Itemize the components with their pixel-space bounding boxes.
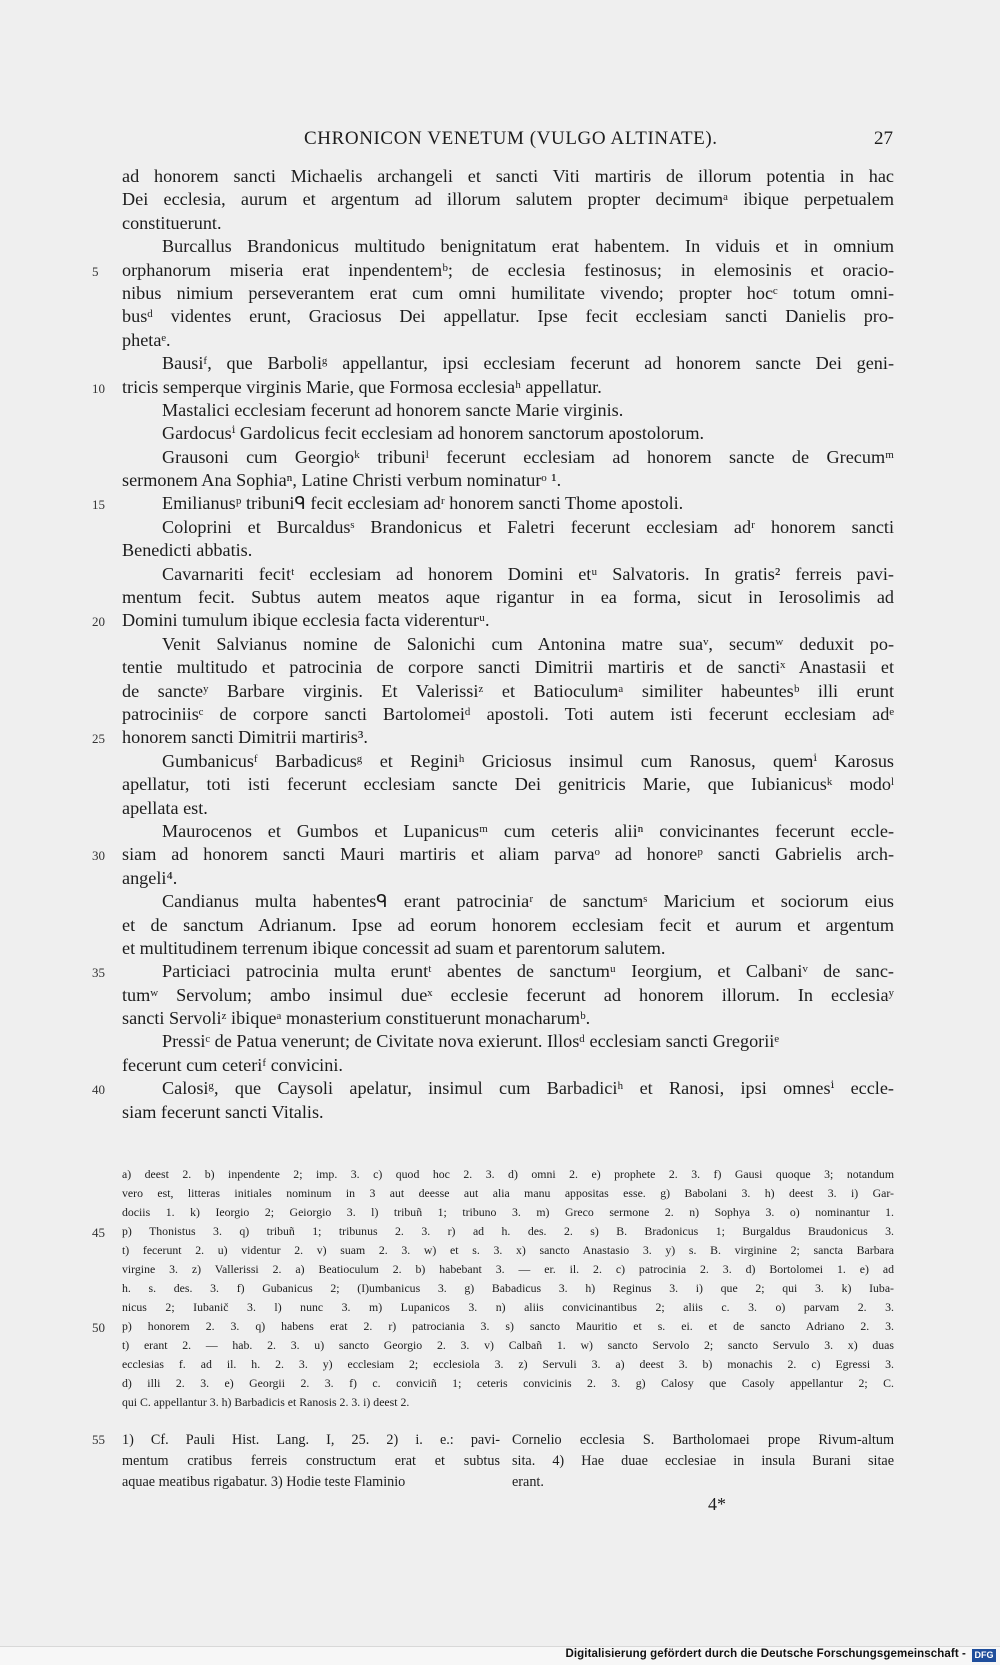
apparatus-line [122, 1241, 894, 1260]
line-text: Benedicti abbatis. [122, 540, 253, 561]
line-text: Calosiᵍ, que Caysoli apelatur, insimul cum Barbadiciʰ et Ranosi, ipsi omnesⁱ eccle- [162, 1078, 894, 1099]
apparatus-text: d) illi 2. 3. e) Georgii 2. 3. f) c. conviciñ 1; ceteris convicinis 2. 3. g) Calosy que Casoly appellantur 2; C. [122, 1376, 894, 1390]
text-line [122, 1007, 894, 1030]
note-line: 1) Cf. Pauli Hist. Lang. I, 25. 2) i. e.: pavi- [122, 1432, 500, 1448]
text-line [122, 680, 894, 703]
text-line [122, 773, 894, 796]
text-line [122, 937, 894, 960]
line-number: 20 [92, 614, 105, 630]
critical-apparatus [92, 1165, 894, 1412]
line-text: apellatur, toti isti fecerunt ecclesiam sancte Dei genitricis Marie, que Iubianicusᵏ modoˡ [122, 774, 894, 795]
text-line [122, 469, 894, 492]
apparatus-line [122, 1298, 894, 1317]
line-text: de sancteʸ Barbare virginis. Et Valerissiᶻ et Batioculumᵃ similiter habeuntesᵇ illi erunt [122, 680, 894, 701]
explanatory-notes [92, 1430, 894, 1510]
line-text: Gardocusⁱ Gardolicus fecit ecclesiam ad honorem sanctorum apostolorum. [162, 423, 705, 444]
text-line [122, 212, 894, 235]
text-line [122, 656, 894, 679]
text-line [122, 188, 894, 211]
text-line [122, 446, 894, 469]
main-text [92, 165, 894, 1124]
text-line [122, 867, 894, 890]
text-line [122, 890, 894, 913]
text-line [122, 282, 894, 305]
text-line [122, 399, 894, 422]
text-line [122, 165, 894, 188]
page-number: 27 [874, 128, 893, 149]
line-text: ad honorem sancti Michaelis archangeli et sancti Viti martiris de illorum potentia in hac [122, 166, 894, 186]
apparatus-line [122, 1184, 894, 1203]
line-text: tumʷ Servolum; ambo insimul dueˣ ecclesie fecerunt ad honorem illorum. In ecclesiaʸ [122, 984, 894, 1005]
line-text: Candianus multa habentesᑫ erant patrociniaʳ de sanctumˢ Maricium et sociorum eius [162, 891, 894, 912]
apparatus-text: virgine 3. z) Vallerissi 2. a) Beatioculum 2. b) habebant 3. — er. il. 2. c) patrocinia 2. 3. d) Bortolomei 1. e) ad [122, 1262, 894, 1276]
line-text: orphanorum miseria erat inpendentemᵇ; de ecclesia festinosus; in elemosinis et oracio- [122, 259, 894, 280]
apparatus-text: nicus 2; Iubanič 3. l) nunc 3. m) Lupanicos 3. n) aliis convicinantibus 2; aliis c. 3. o) parvam 2. 3. [122, 1300, 894, 1314]
note-line: aquae meatibus rigabatur. 3) Hodie teste Flaminio [122, 1474, 406, 1490]
line-text: Burcallus Brandonicus multitudo benignitatum erat habentem. In viduis et in omnium [162, 236, 894, 257]
text-line [122, 750, 894, 773]
text-line [122, 586, 894, 609]
line-text: apellata est. [122, 797, 208, 818]
line-text: nibus nimium perseverantem erat cum omni humilitate vivendo; propter hocᶜ totum omni- [122, 282, 894, 303]
apparatus-line [122, 1260, 894, 1279]
apparatus-line [122, 1279, 894, 1298]
text-line [122, 329, 894, 352]
line-text: angeli⁴. [122, 867, 178, 888]
line-text: Mastalici ecclesiam fecerunt ad honorem sancte Marie virginis. [162, 399, 624, 420]
apparatus-text: vero est, litteras initiales nominum in 3 aut deesse aut alia manu appositas esse. g) Babolani 3. h) deest 3. i) Gar- [122, 1186, 894, 1200]
line-number: 15 [92, 497, 105, 513]
line-text: Coloprini et Burcaldusˢ Brandonicus et Faletri fecerunt ecclesiam adʳ honorem sancti [162, 516, 894, 537]
line-text: Particiaci patrocinia multa eruntᵗ abentes de sanctumᵘ Ieorgium, et Calbaniᵛ de sanc- [162, 961, 894, 982]
dfg-logo-icon: DFG [972, 1649, 996, 1662]
line-text: fecerunt cum ceteriᶠ convicini. [122, 1054, 343, 1075]
text-line [122, 352, 894, 375]
line-text: constituerunt. [122, 212, 222, 233]
text-line [92, 843, 894, 866]
text-line [92, 376, 894, 399]
signature-mark: 4* [708, 1494, 726, 1514]
line-text: tricis semperque virginis Marie, que Formosa ecclesiaʰ appellatur. [122, 376, 602, 397]
line-number: 35 [92, 965, 105, 981]
line-text: Grausoni cum Georgioᵏ tribuniˡ fecerunt ecclesiam ad honorem sancte de Grecumᵐ [162, 446, 894, 467]
line-text: Pressiᶜ de Patua venerunt; de Civitate nova exierunt. Illosᵈ ecclesiam sancti Gregoriiᵉ [162, 1031, 779, 1052]
line-text: et multitudinem terrenum ibique concessit ad suam et parentorum salutem. [122, 937, 666, 958]
apparatus-line [92, 1222, 894, 1241]
line-text: honorem sancti Dimitrii martiris³. [122, 727, 368, 748]
text-line [92, 1077, 894, 1100]
apparatus-text: dociis 1. k) Ieorgio 2; Geiorgio 3. l) tribuñ 1; tribuno 3. m) Greco sermone 2. n) Sophya 3. o) nominantur 1. [122, 1205, 894, 1219]
text-line [122, 1030, 894, 1053]
line-number: 45 [92, 1225, 105, 1240]
line-text: mentum fecit. Subtus autem meatos aque rigantur in ea forma, sicut in Ierosolimis ad [122, 587, 894, 608]
apparatus-line [122, 1165, 894, 1184]
note-line: sita. 4) Hae duae ecclesiae in insula Burani sitae [512, 1453, 894, 1469]
line-number: 40 [92, 1082, 105, 1098]
apparatus-line [122, 1203, 894, 1222]
note-line: mentum cratibus ferreis constructum erat et subtus [122, 1453, 500, 1469]
line-text: Venit Salvianus nomine de Salonichi cum Antonina matre suaᵛ, secumʷ deduxit po- [162, 633, 894, 654]
text-line [122, 305, 894, 328]
line-number: 50 [92, 1320, 105, 1335]
line-text: patrociniisᶜ de corpore sancti Bartolomeiᵈ apostoli. Toti autem isti fecerunt ecclesiam adᵉ [122, 703, 894, 724]
text-line [92, 492, 894, 515]
notes-left-column [122, 1430, 500, 1493]
line-number: 25 [92, 731, 105, 747]
text-line [92, 960, 894, 983]
line-text: Dei ecclesia, aurum et argentum ad illorum salutem propter decimumᵃ ibique perpetualem [122, 189, 894, 210]
text-line [122, 563, 894, 586]
notes-right-column [512, 1430, 894, 1493]
text-line [122, 820, 894, 843]
line-text: phetaᵉ. [122, 329, 171, 350]
apparatus-line [122, 1336, 894, 1355]
running-title: CHRONICON VENETUM (VULGO ALTINATE). [304, 128, 718, 149]
line-number: 10 [92, 380, 105, 396]
line-number: 5 [92, 263, 99, 279]
apparatus-text: p) honorem 2. 3. q) habens erat 2. r) patrociania 3. s) sancto Mauritio et s. ei. et de sancto Adriano 2. 3. [122, 1319, 894, 1333]
text-line [122, 1101, 894, 1124]
apparatus-line [122, 1355, 894, 1374]
apparatus-text: t) erant 2. — hab. 2. 3. u) sancto Georgio 2. 3. v) Calbañ 1. w) sancto Servolo 2; sancto Servulo 3. x) duas [122, 1338, 894, 1352]
apparatus-text: t) fecerunt 2. u) videntur 2. v) suam 2. 3. w) et s. 3. x) sancto Anastasio 3. y) s. B. virginine 2; sancta Barbara [122, 1243, 894, 1257]
line-text: Maurocenos et Gumbos et Lupanicusᵐ cum ceteris aliiⁿ convicinantes fecerunt eccle- [162, 820, 894, 841]
apparatus-line [122, 1374, 894, 1393]
line-text: et de sanctum Adrianum. Ipse ad eorum honorem ecclesiam fecit et aurum et argentum [122, 914, 894, 935]
line-number: 30 [92, 848, 105, 864]
line-text: tentie multitudo et patrocinia de corpore sancti Dimitrii martiris et de sanctiˣ Anastasii et [122, 657, 894, 678]
line-text: sancti Servoliᶻ ibiqueᵃ monasterium constituerunt monacharumᵇ. [122, 1008, 591, 1029]
line-text: siam ad honorem sancti Mauri martiris et aliam parvaᵒ ad honoreᵖ sancti Gabrielis arch- [122, 844, 894, 865]
text-line [92, 726, 894, 749]
text-line [122, 984, 894, 1007]
text-line [122, 633, 894, 656]
line-text: Domini tumulum ibique ecclesia facta viderenturᵘ. [122, 610, 490, 631]
text-line [122, 235, 894, 258]
text-line [122, 703, 894, 726]
page-header [0, 128, 1000, 152]
apparatus-text: a) deest 2. b) inpendente 2; imp. 3. c) quod hoc 2. 3. d) omni 2. e) prophete 2. 3. f) Gausi quoque 3; notandum [122, 1167, 894, 1181]
line-text: Emilianusᵖ tribuniᑫ fecit ecclesiam adʳ honorem sancti Thome apostoli. [162, 493, 684, 514]
line-text: busᵈ videntes erunt, Graciosus Dei appellatur. Ipse fecit ecclesiam sancti Danielis pro- [122, 306, 894, 327]
text-line [122, 914, 894, 937]
apparatus-text: h. s. des. 3. f) Gubanicus 2; (I)umbanicus 3. g) Babadicus 3. h) Reginus 3. i) que 2; qui 3. k) Iuba- [122, 1281, 894, 1295]
funding-credit: Digitalisierung gefördert durch die Deutsche Forschungsgemeinschaft - [565, 1648, 966, 1660]
text-line [92, 609, 894, 632]
text-line [122, 516, 894, 539]
apparatus-line [122, 1393, 894, 1412]
line-text: siam fecerunt sancti Vitalis. [122, 1101, 324, 1122]
text-line [122, 1054, 894, 1077]
line-text: Cavarnariti fecitᵗ ecclesiam ad honorem Domini etᵘ Salvatoris. In gratis² ferreis pavi- [162, 563, 894, 584]
text-line [122, 422, 894, 445]
line-number: 55 [92, 1432, 105, 1447]
line-text: Bausiᶠ, que Barboliᵍ appellantur, ipsi ecclesiam fecerunt ad honorem sancte Dei geni- [162, 353, 894, 374]
apparatus-text: ecclesias f. ad il. h. 2. 3. y) ecclesiam 2; ecclesiola 3. z) Servuli 3. a) deest 3. b) monachis 2. c) Egressi 3. [122, 1357, 894, 1371]
text-line [122, 797, 894, 820]
line-text: Gumbanicusᶠ Barbadicusᵍ et Reginiʰ Griciosus insimul cum Ranosus, quemⁱ Karosus [162, 750, 894, 771]
apparatus-line [92, 1317, 894, 1336]
note-line: Cornelio ecclesia S. Bartholomaei prope Rivum-altum [512, 1432, 894, 1448]
text-line [122, 539, 894, 562]
line-text: sermonem Ana Sophiaⁿ, Latine Christi verbum nominaturᵒ ¹. [122, 470, 562, 491]
apparatus-text: qui C. appellantur 3. h) Barbadicis et Ranosis 2. 3. i) deest 2. [122, 1395, 410, 1409]
apparatus-text: p) Thonistus 3. q) tribuñ 1; tribunus 2. 3. r) ad h. des. 2. s) B. Bradonicus 1; Burgaldus Braudonicus 3. [122, 1224, 894, 1238]
footer-bar [0, 1646, 1000, 1665]
text-line [92, 259, 894, 282]
note-line: erant. [512, 1474, 544, 1490]
